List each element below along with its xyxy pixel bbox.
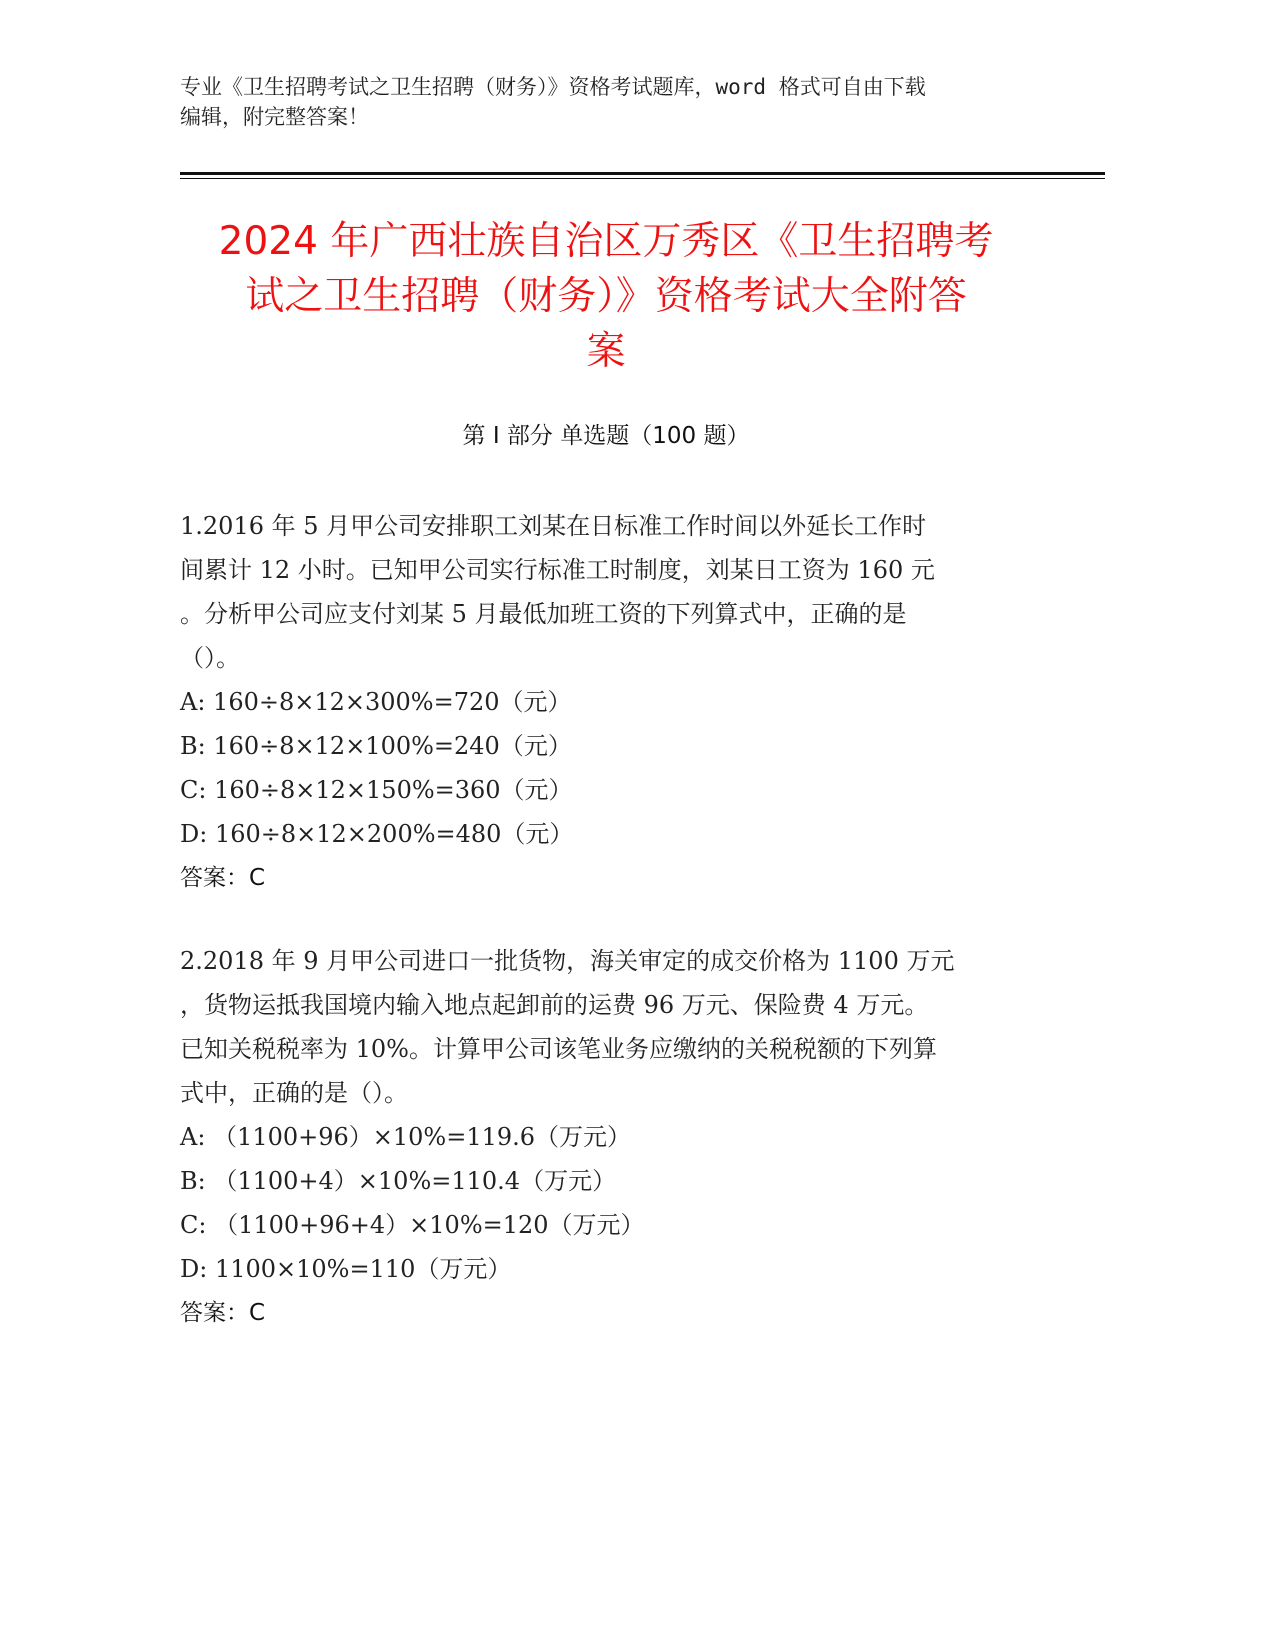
header-divider-thick bbox=[180, 172, 1105, 175]
document-header-note bbox=[180, 72, 1060, 132]
option-a: A: （1100+96）×10%=119.6（万元） bbox=[180, 1123, 632, 1151]
question-1 bbox=[180, 504, 1050, 900]
question-stem-line: 式中，正确的是（）。 bbox=[180, 1079, 408, 1107]
question-stem-line: 已知关税税率为 10%。计算甲公司该笔业务应缴纳的关税税额的下列算 bbox=[180, 1035, 937, 1063]
question-stem-line: ，货物运抵我国境内输入地点起卸前的运费 96 万元、保险费 4 万元。 bbox=[180, 991, 929, 1019]
title-line: 试之卫生招聘（财务）》资格考试大全附答 bbox=[245, 274, 967, 319]
header-note-line: 编辑，附完整答案！ bbox=[180, 105, 369, 129]
question-stem-line: 1.2016 年 5 月甲公司安排职工刘某在日标准工作时间以外延长工作时 bbox=[180, 512, 927, 540]
option-b: B: （1100+4）×10%=110.4（万元） bbox=[180, 1167, 617, 1195]
question-stem-line: 间累计 12 小时。已知甲公司实行标准工时制度，刘某日工资为 160 元 bbox=[180, 556, 935, 584]
header-note-line: 专业《卫生招聘考试之卫生招聘（财务）》资格考试题库，word 格式可自由下载 bbox=[180, 75, 926, 99]
option-c: C: （1100+96+4）×10%=120（万元） bbox=[180, 1211, 645, 1239]
answer-key: 答案：C bbox=[180, 865, 266, 891]
document-title bbox=[180, 214, 1032, 379]
option-b: B: 160÷8×12×100%=240（元） bbox=[180, 732, 572, 760]
question-2 bbox=[180, 939, 1050, 1335]
title-line: 2024 年广西壮族自治区万秀区《卫生招聘考 bbox=[218, 219, 994, 264]
question-stem-line: （）。 bbox=[180, 644, 240, 672]
question-stem-line: 。分析甲公司应支付刘某 5 月最低加班工资的下列算式中，正确的是 bbox=[180, 600, 907, 628]
question-stem-line: 2.2018 年 9 月甲公司进口一批货物，海关审定的成交价格为 1100 万元 bbox=[180, 947, 955, 975]
option-c: C: 160÷8×12×150%=360（元） bbox=[180, 776, 573, 804]
title-line: 案 bbox=[586, 329, 626, 374]
option-d: D: 1100×10%=110（万元） bbox=[180, 1255, 512, 1283]
option-d: D: 160÷8×12×200%=480（元） bbox=[180, 820, 574, 848]
answer-key: 答案：C bbox=[180, 1300, 266, 1326]
header-divider-thin bbox=[180, 178, 1105, 179]
section-heading: 第 I 部分 单选题（100 题） bbox=[462, 423, 750, 449]
option-a: A: 160÷8×12×300%=720（元） bbox=[180, 688, 572, 716]
